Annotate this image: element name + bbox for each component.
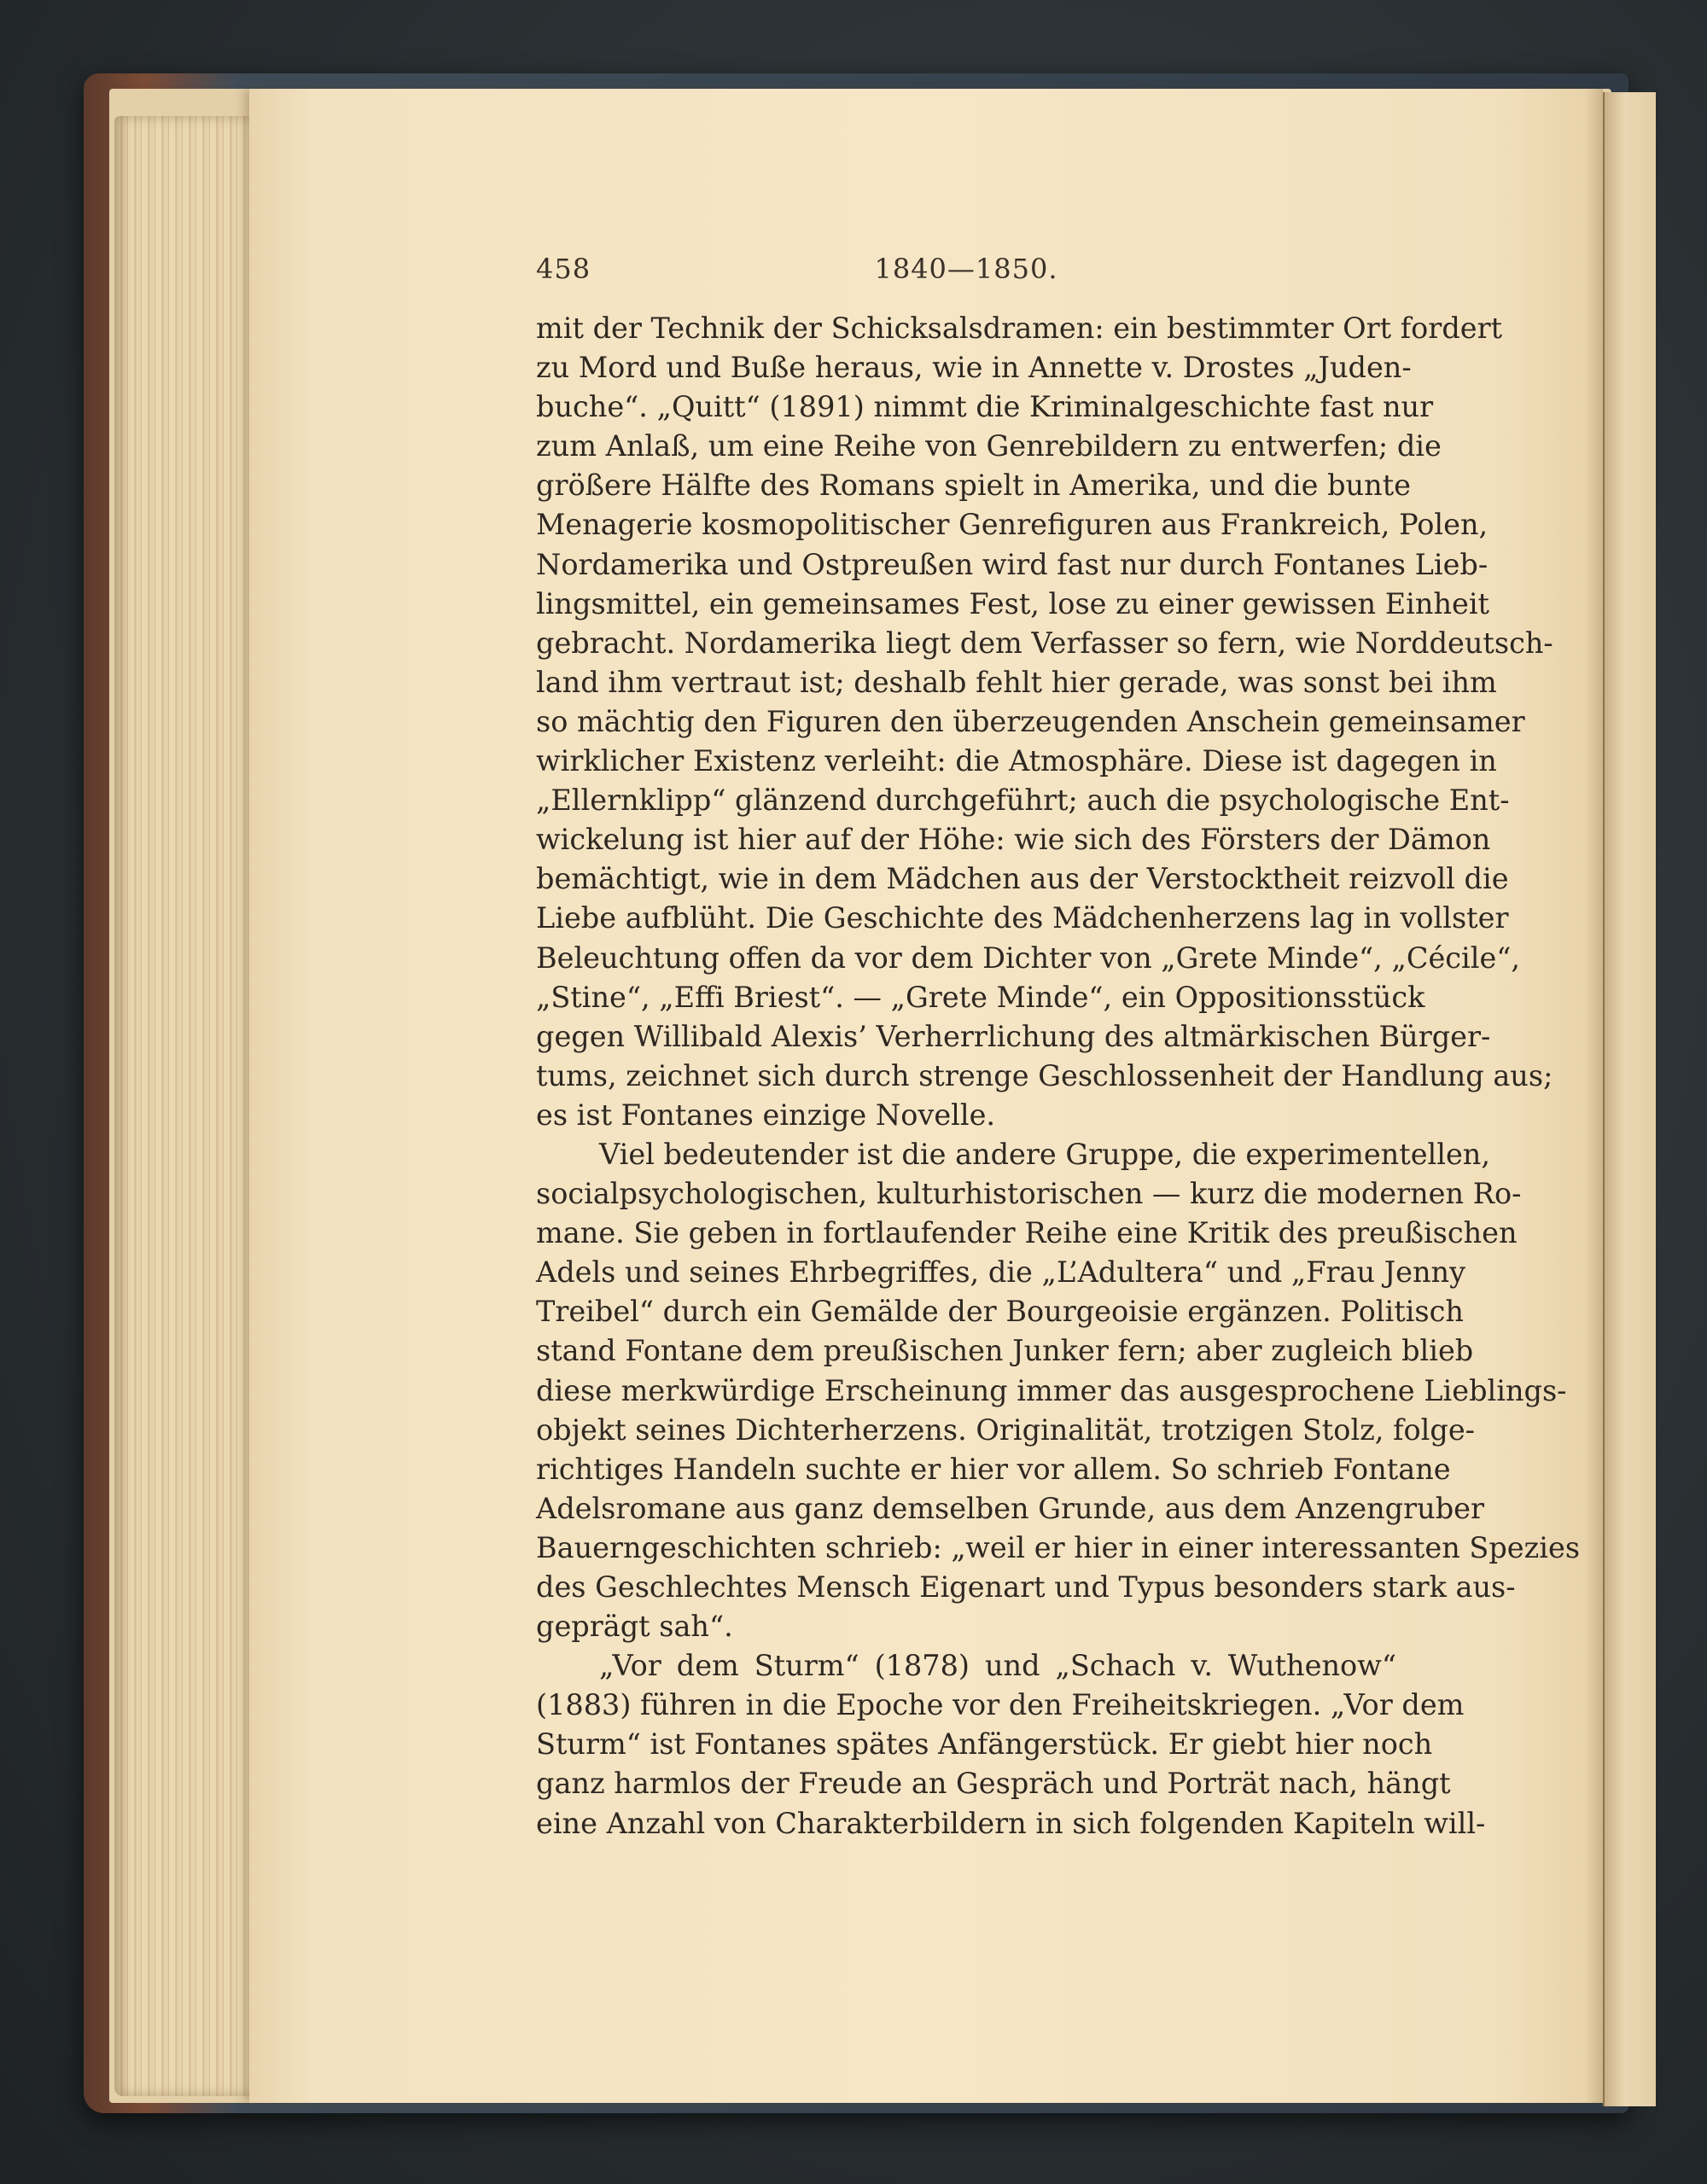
text-line: bemächtigt, wie in dem Mädchen aus der Verstocktheit reizvoll die <box>536 862 1509 896</box>
text-line: tums, zeichnet sich durch strenge Geschlossenheit der Handlung aus; <box>536 1058 1553 1092</box>
text-line: Adels und seines Ehrbegriffes, die „L’Adultera“ und „Frau Jenny <box>536 1255 1466 1290</box>
text-line: so mächtig den Figuren den überzeugenden Anschein gemeinsamer <box>536 704 1525 738</box>
running-title: 1840—1850. <box>874 253 1058 285</box>
text-line: zu Mord und Buße heraus, wie in Annette v. Drostes „Juden- <box>536 351 1412 385</box>
text-line: Viel bedeutender ist die andere Gruppe, die experimentellen, <box>599 1137 1491 1171</box>
text-line: mit der Technik der Schicksalsdramen: ein bestimmter Ort fordert <box>536 312 1503 345</box>
text-line: (1883) führen in die Epoche vor den Freiheitskriegen. „Vor dem <box>536 1688 1465 1722</box>
text-line: wickelung ist hier auf der Höhe: wie sich des Försters der Dämon <box>536 823 1491 857</box>
text-line: land ihm vertraut ist; deshalb fehlt hier gerade, was sonst bei ihm <box>536 665 1497 699</box>
text-line: Sturm“ ist Fontanes spätes Anfängerstück. Er giebt hier noch <box>536 1727 1433 1762</box>
text-line: ganz harmlos der Freude an Gespräch und Porträt nach, hängt <box>536 1767 1451 1801</box>
text-line: gebracht. Nordamerika liegt dem Verfasser so fern, wie Norddeutsch- <box>536 626 1553 660</box>
text-line: lingsmittel, ein gemeinsames Fest, lose zu einer gewissen Einheit <box>536 586 1490 620</box>
text-line: es ist Fontanes einzige Novelle. <box>536 1098 996 1132</box>
page-edges <box>114 116 259 2096</box>
text-line: größere Hälfte des Romans spielt in Amerika, und die bunte <box>536 469 1411 503</box>
text-line: socialpsychologischen, kulturhistorischen — kurz die modernen Ro- <box>536 1177 1522 1211</box>
text-line: „Ellernklipp“ glänzend durchgeführt; auch die psychologische Ent- <box>536 783 1510 818</box>
text-line: zum Anlaß, um eine Reihe von Genrebildern zu entwerfen; die <box>536 429 1442 463</box>
text-line: des Geschlechtes Mensch Eigenart und Typus besonders stark aus- <box>536 1570 1516 1604</box>
text-line: Beleuchtung offen da vor dem Dichter von „Grete Minde“, „Cécile“, <box>536 941 1521 975</box>
text-line: buche“. „Quitt“ (1891) nimmt die Kriminalgeschichte fast nur <box>536 390 1434 424</box>
text-line: Treibel“ durch ein Gemälde der Bourgeoisie ergänzen. Politisch <box>536 1295 1464 1329</box>
page-number: 458 <box>536 253 591 285</box>
text-line: eine Anzahl von Charakterbildern in sich folgenden Kapiteln will- <box>536 1806 1486 1840</box>
text-line: diese merkwürdige Erscheinung immer das ausgesprochene Lieblings- <box>536 1373 1567 1407</box>
text-line: „Stine“, „Effi Briest“. — „Grete Minde“, ein Oppositionsstück <box>536 980 1425 1014</box>
text-line: stand Fontane dem preußischen Junker fern; aber zugleich blieb <box>536 1334 1474 1368</box>
text-line: wirklicher Existenz verleiht: die Atmosphäre. Diese ist dagegen in <box>536 744 1497 778</box>
text-line: Liebe aufblüht. Die Geschichte des Mädchenherzens lag in vollster <box>536 901 1509 935</box>
page-header <box>536 253 1396 294</box>
text-line: Menagerie kosmopolitischer Genrefiguren aus Frankreich, Polen, <box>536 508 1489 542</box>
text-line: „Vor dem Sturm“ (1878) und „Schach v. Wuthenow“ <box>599 1649 1396 1683</box>
text-line: mane. Sie geben in fortlaufender Reihe eine Kritik des preußischen <box>536 1216 1518 1250</box>
text-line: Nordamerika und Ostpreußen wird fast nur durch Fontanes Lieb- <box>536 547 1489 581</box>
text-line: Adelsromane aus ganz demselben Grunde, aus dem Anzengruber <box>536 1491 1484 1525</box>
next-page-edge <box>1603 92 1656 2106</box>
text-line: objekt seines Dichterherzens. Originalität, trotzigen Stolz, folge- <box>536 1412 1475 1447</box>
text-line: geprägt sah“. <box>536 1610 733 1644</box>
body-text <box>536 309 1581 1843</box>
text-line: gegen Willibald Alexis’ Verherrlichung des altmärkischen Bürger- <box>536 1019 1491 1053</box>
text-line: Bauerngeschichten schrieb: „weil er hier in einer interessanten Spezies <box>536 1530 1581 1564</box>
text-line: richtiges Handeln suchte er hier vor allem. So schrieb Fontane <box>536 1452 1451 1486</box>
